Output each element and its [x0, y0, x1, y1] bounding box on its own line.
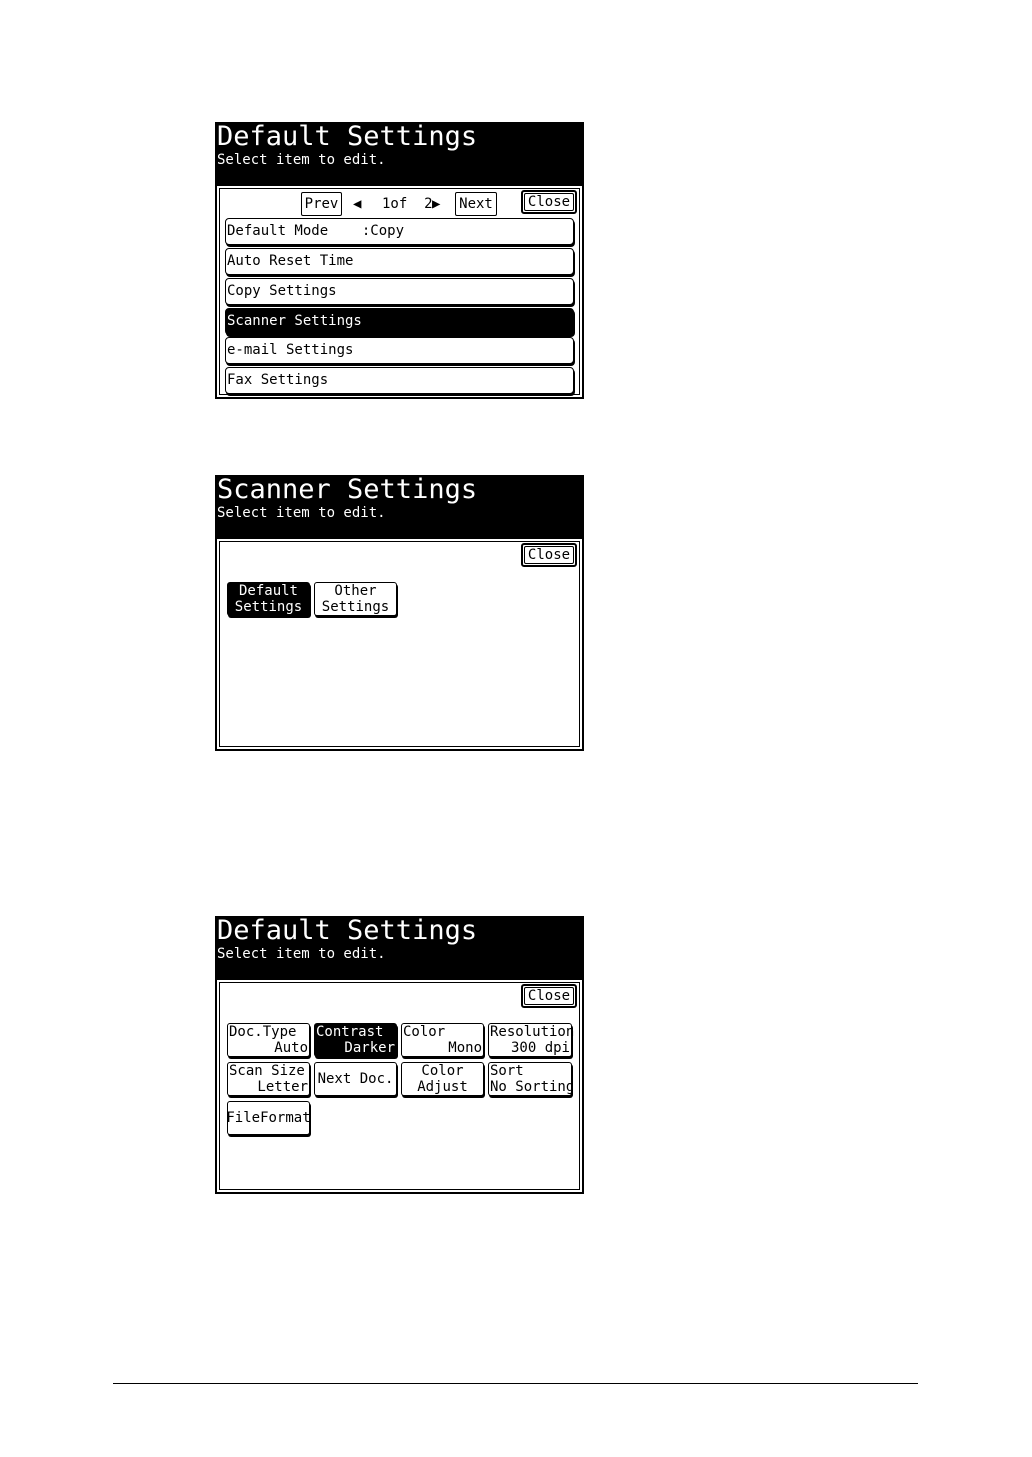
resolution-button[interactable]: [488, 1023, 575, 1057]
default-settings-button[interactable]: [227, 582, 310, 616]
menu-item-copy-settings[interactable]: Copy Settings: [225, 278, 574, 305]
panel-inner-border: [219, 541, 580, 747]
page-indicator: 1of 2: [382, 196, 433, 212]
button-line-2: Auto: [274, 1040, 308, 1056]
menu-item-default-mode[interactable]: Default Mode :Copy: [225, 218, 574, 245]
screen-subtitle: Select item to edit.: [217, 152, 386, 168]
next-button[interactable]: Next: [455, 192, 497, 216]
button-line-2: 300 dpi: [510, 1040, 570, 1056]
screen-title: Default Settings: [217, 915, 478, 946]
button-line-1: Other: [334, 583, 377, 599]
screen-subtitle: Select item to edit.: [217, 946, 386, 962]
menu-item-fax-settings[interactable]: Fax Settings: [225, 367, 574, 394]
screen-title: Default Settings: [217, 121, 478, 152]
button-line-2: Mono: [448, 1040, 482, 1056]
button-line-1: Doc.Type: [229, 1024, 297, 1040]
button-line-1: Sort: [490, 1063, 524, 1079]
button-line-2: Adjust: [417, 1079, 468, 1095]
screen-header: [215, 122, 584, 184]
color-adjust-button[interactable]: [401, 1062, 484, 1096]
contrast-button[interactable]: [314, 1023, 397, 1057]
button-line-1: Resolution: [490, 1024, 575, 1040]
button-line-1: Default: [238, 583, 298, 599]
left-arrow-icon: ◀: [353, 196, 362, 212]
next-doc-button[interactable]: Next Doc.: [314, 1062, 397, 1096]
close-button[interactable]: Close: [521, 543, 577, 567]
close-button[interactable]: Close: [521, 190, 577, 214]
menu-item-email-settings[interactable]: e-mail Settings: [225, 337, 574, 364]
right-arrow-icon: ▶: [432, 196, 441, 212]
button-line-1: Scan Size: [229, 1063, 305, 1079]
close-button[interactable]: Close: [521, 984, 577, 1008]
button-line-1: Color: [421, 1063, 464, 1079]
button-line-1: Color: [403, 1024, 446, 1040]
default-settings-screen-1: [215, 122, 584, 399]
doc-type-button[interactable]: [227, 1023, 310, 1057]
settings-panel: [215, 184, 584, 399]
button-line-1: Contrast: [316, 1024, 384, 1040]
settings-panel: [215, 537, 584, 751]
other-settings-button[interactable]: [314, 582, 397, 616]
menu-item-scanner-settings[interactable]: Scanner Settings: [225, 308, 574, 335]
settings-panel: [215, 978, 584, 1194]
scanner-settings-screen: [215, 475, 584, 751]
menu-item-auto-reset-time[interactable]: Auto Reset Time: [225, 248, 574, 275]
screen-subtitle: Select item to edit.: [217, 505, 386, 521]
button-line-2: Letter: [257, 1079, 308, 1095]
file-format-button[interactable]: FileFormat: [227, 1101, 310, 1135]
scan-size-button[interactable]: [227, 1062, 310, 1096]
color-mode-button[interactable]: [401, 1023, 484, 1057]
screen-header: [215, 916, 584, 978]
screen-header: [215, 475, 584, 537]
footer-divider: [113, 1383, 918, 1384]
button-line-2: Darker: [344, 1040, 395, 1056]
default-settings-screen-2: [215, 916, 584, 1194]
button-line-2: No Sorting: [490, 1079, 575, 1095]
button-line-2: Settings: [234, 599, 303, 615]
button-line-2: Settings: [321, 599, 390, 615]
screen-title: Scanner Settings: [217, 474, 478, 505]
prev-button[interactable]: Prev: [301, 192, 342, 216]
sort-button[interactable]: [488, 1062, 575, 1096]
